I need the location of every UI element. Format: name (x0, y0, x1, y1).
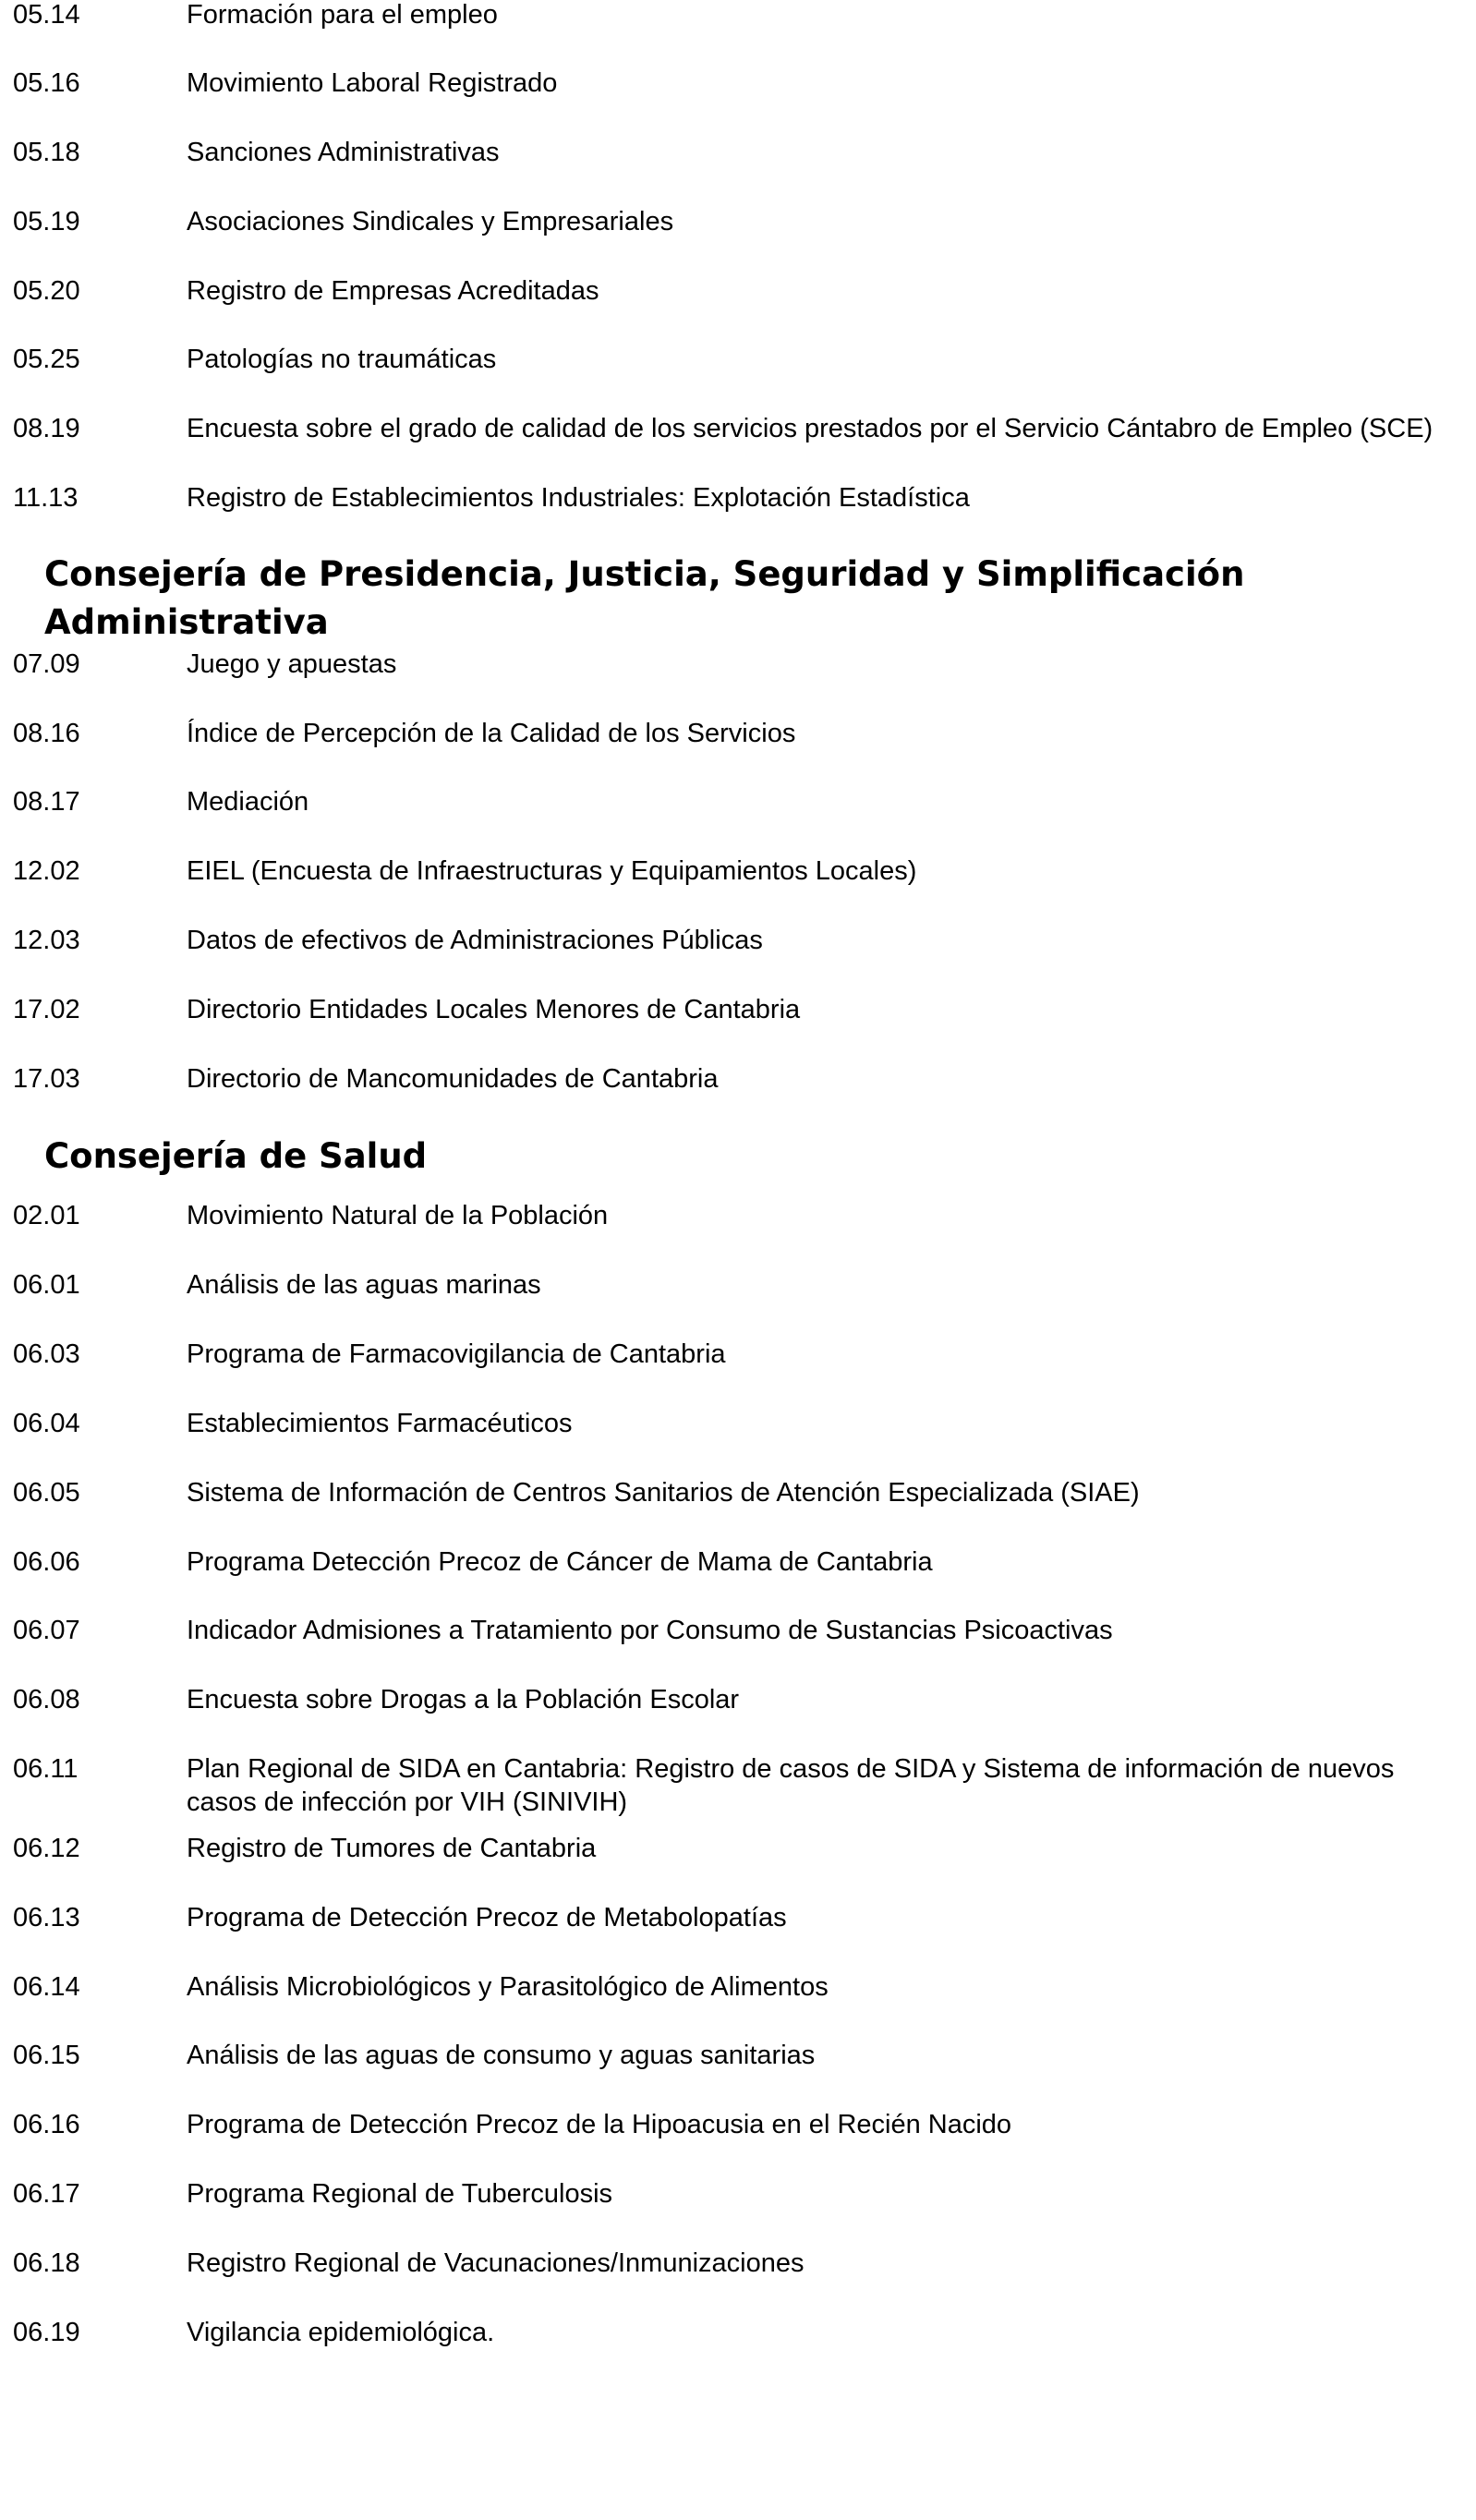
item-title: Registro de Establecimientos Industriales: Explotación Estadística (187, 483, 970, 513)
item-title: Programa de Detección Precoz de Metabolopatías (187, 1903, 787, 1932)
item-code: 05.14 (13, 0, 80, 30)
item-title: Movimiento Laboral Registrado (187, 68, 558, 98)
item-title: Directorio de Mancomunidades de Cantabria (187, 1064, 719, 1094)
item-code: 06.12 (13, 1834, 80, 1863)
item-title: Patologías no traumáticas (187, 345, 497, 374)
item-code: 07.09 (13, 649, 80, 679)
item-title: Encuesta sobre el grado de calidad de los servicios prestados por el Servicio Cántabro de Empleo (SCE) (187, 414, 1434, 443)
item-code: 05.16 (13, 68, 80, 98)
item-code: 06.05 (13, 1478, 80, 1508)
item-title: Sistema de Información de Centros Sanitarios de Atención Especializada (SIAE) (187, 1478, 1140, 1508)
item-code: 12.03 (13, 926, 80, 955)
item-title: Establecimientos Farmacéuticos (187, 1409, 573, 1438)
item-title: Registro de Empresas Acreditadas (187, 276, 599, 306)
item-code: 06.13 (13, 1903, 80, 1932)
item-code: 11.13 (13, 483, 79, 513)
item-title: Indicador Admisiones a Tratamiento por Consumo de Sustancias Psicoactivas (187, 1616, 1113, 1645)
item-code: 08.19 (13, 414, 80, 443)
item-code: 06.07 (13, 1616, 80, 1645)
item-title: Mediación (187, 787, 309, 817)
item-code: 06.14 (13, 1972, 80, 2002)
item-title: Registro Regional de Vacunaciones/Inmunizaciones (187, 2248, 805, 2278)
item-code: 06.16 (13, 2110, 80, 2139)
section-heading: Consejería de Presidencia, Justicia, Seguridad y Simplificación Administrativa (44, 554, 1245, 642)
item-title: Análisis de las aguas de consumo y aguas sanitarias (187, 2041, 816, 2070)
item-title: Plan Regional de SIDA en Cantabria: Registro de casos de SIDA y Sistema de información de nuevos casos de infección por VIH (SINIVIH) (187, 1754, 1395, 1817)
item-title: Vigilancia epidemiológica. (187, 2318, 495, 2347)
item-title: Asociaciones Sindicales y Empresariales (187, 207, 674, 236)
item-code: 06.01 (13, 1270, 80, 1300)
item-code: 06.08 (13, 1685, 80, 1714)
item-title: Programa de Detección Precoz de la Hipoacusia en el Recién Nacido (187, 2110, 1012, 2139)
item-title: Programa Regional de Tuberculosis (187, 2179, 613, 2209)
item-title: Encuesta sobre Drogas a la Población Escolar (187, 1685, 740, 1714)
item-code: 06.06 (13, 1547, 80, 1577)
item-code: 06.17 (13, 2179, 80, 2209)
item-title: Juego y apuestas (187, 649, 397, 679)
item-title: Movimiento Natural de la Población (187, 1201, 609, 1230)
item-title: Análisis de las aguas marinas (187, 1270, 541, 1300)
item-code: 06.19 (13, 2318, 80, 2347)
item-code: 06.11 (13, 1754, 79, 1784)
item-title: Formación para el empleo (187, 0, 498, 30)
item-code: 08.16 (13, 719, 80, 748)
item-code: 06.03 (13, 1339, 80, 1369)
section-heading: Consejería de Salud (44, 1136, 428, 1176)
item-code: 05.25 (13, 345, 80, 374)
item-code: 05.18 (13, 138, 80, 167)
item-title: Programa Detección Precoz de Cáncer de Mama de Cantabria (187, 1547, 933, 1577)
item-title: EIEL (Encuesta de Infraestructuras y Equipamientos Locales) (187, 856, 917, 886)
item-title: Sanciones Administrativas (187, 138, 500, 167)
item-code: 02.01 (13, 1201, 80, 1230)
item-title: Directorio Entidades Locales Menores de Cantabria (187, 995, 801, 1024)
item-title: Índice de Percepción de la Calidad de los Servicios (187, 719, 796, 748)
item-title: Datos de efectivos de Administraciones Públicas (187, 926, 763, 955)
item-title: Programa de Farmacovigilancia de Cantabria (187, 1339, 726, 1369)
item-code: 05.19 (13, 207, 80, 236)
item-code: 12.02 (13, 856, 80, 886)
item-title: Análisis Microbiológicos y Parasitológico de Alimentos (187, 1972, 829, 2002)
item-code: 06.18 (13, 2248, 80, 2278)
item-code: 06.15 (13, 2041, 80, 2070)
item-code: 17.02 (13, 995, 80, 1024)
item-title: Registro de Tumores de Cantabria (187, 1834, 597, 1863)
item-code: 08.17 (13, 787, 80, 817)
item-code: 17.03 (13, 1064, 80, 1094)
item-code: 05.20 (13, 276, 80, 306)
item-code: 06.04 (13, 1409, 80, 1438)
